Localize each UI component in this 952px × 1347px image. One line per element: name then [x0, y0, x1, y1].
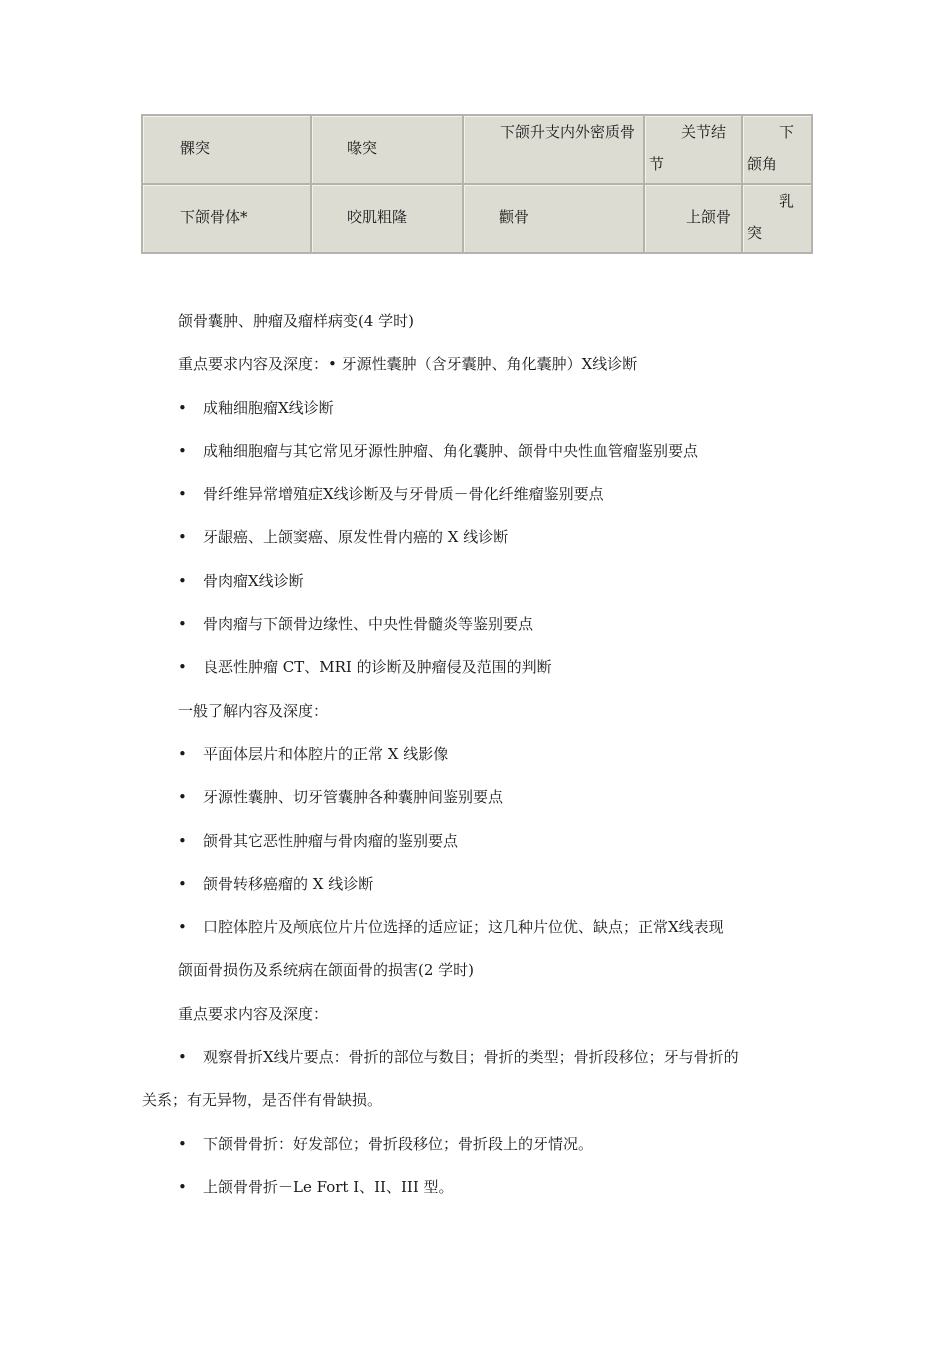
table-cell: 关节结节: [644, 115, 742, 184]
section-heading: 颌骨囊肿、肿瘤及瘤样病变(4 学时): [178, 312, 415, 330]
table-cell: 下颌角: [742, 115, 812, 184]
paragraph: 重点要求内容及深度：• 牙源性囊肿（含牙囊肿、角化囊肿）X线诊断: [178, 355, 638, 374]
table-cell: 咬肌粗隆: [311, 184, 463, 253]
table-cell: 乳突: [742, 184, 812, 253]
table-row: [142, 184, 812, 253]
bullet-item: • 下颌骨骨折：好发部位；骨折段移位；骨折段上的牙情况。: [142, 1123, 814, 1166]
paragraph: 重点要求内容及深度：: [178, 1004, 329, 1023]
bullet-item: • 良恶性肿瘤 CT、MRI 的诊断及肿瘤侵及范围的判断: [142, 646, 814, 689]
bullet-item: • 口腔体腔片及颅底位片片位选择的适应证；这几种片位优、缺点；正常X线表现: [142, 906, 814, 949]
table-cell: 髁突: [142, 115, 311, 184]
table-cell: 下颌骨体*: [142, 184, 311, 253]
table-row: [142, 115, 812, 184]
document-body: [142, 300, 814, 1209]
paragraph-continuation: 关系；有无异物，是否伴有骨缺损。: [142, 1091, 383, 1110]
table-cell: 下颌升支内外密质骨: [463, 115, 644, 184]
bullet-item: • 牙源性囊肿、切牙管囊肿各种囊肿间鉴别要点: [142, 776, 814, 819]
paragraph: 一般了解内容及深度：: [178, 701, 329, 720]
bullet-item: • 观察骨折X线片要点：骨折的部位与数目；骨折的类型；骨折段移位；牙与骨折的: [142, 1036, 814, 1079]
bullet-item: • 颌骨其它恶性肿瘤与骨肉瘤的鉴别要点: [142, 820, 814, 863]
table-cell: 喙突: [311, 115, 463, 184]
section-heading: 颌面骨损伤及系统病在颌面骨的损害(2 学时): [178, 961, 475, 980]
bullet-item: • 牙龈癌、上颌窦癌、原发性骨内癌的 X 线诊断: [142, 516, 814, 559]
bullet-item: • 平面体层片和体腔片的正常 X 线影像: [142, 733, 814, 776]
bullet-item: • 成釉细胞瘤X线诊断: [142, 387, 814, 430]
bullet-item: • 成釉细胞瘤与其它常见牙源性肿瘤、角化囊肿、颌骨中央性血管瘤鉴别要点: [142, 430, 814, 473]
bullet-item: • 骨肉瘤X线诊断: [142, 560, 814, 603]
bullet-item: • 颌骨转移癌瘤的 X 线诊断: [142, 863, 814, 906]
anatomy-table: [141, 114, 813, 254]
bullet-item: • 骨肉瘤与下颌骨边缘性、中央性骨髓炎等鉴别要点: [142, 603, 814, 646]
bullet-item: • 骨纤维异常增殖症X线诊断及与牙骨质－骨化纤维瘤鉴别要点: [142, 473, 814, 516]
table-cell: 上颌骨: [644, 184, 742, 253]
bullet-item: • 上颌骨骨折－Le Fort I、II、III 型。: [142, 1166, 814, 1209]
table-cell: 颧骨: [463, 184, 644, 253]
